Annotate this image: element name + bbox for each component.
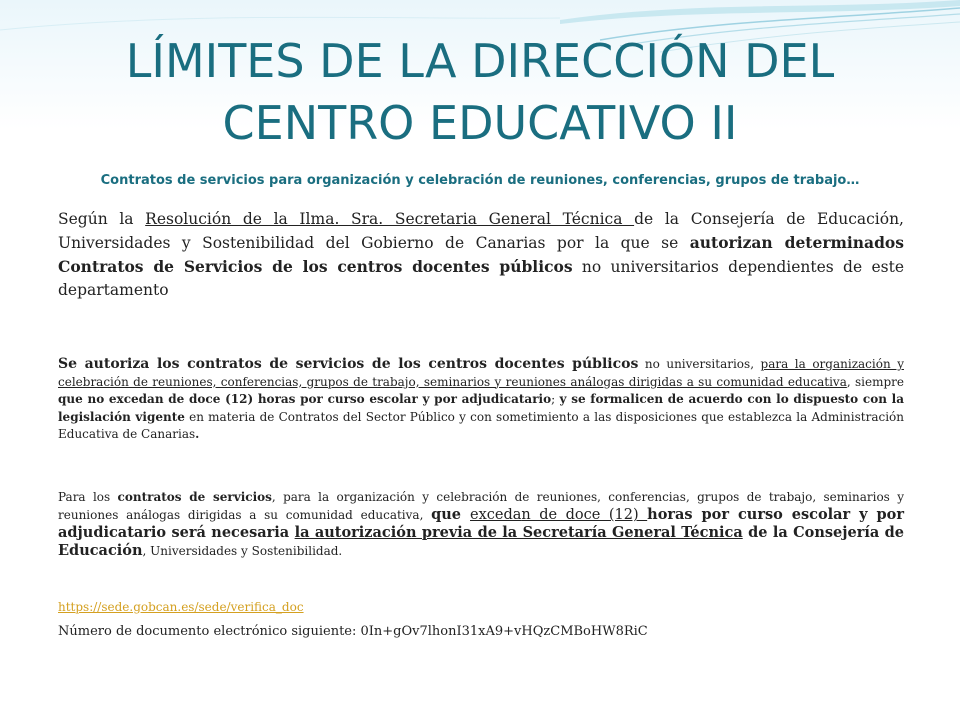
p2-text-4: en materia de Contratos del Sector Público y con sometimiento a las disposiciones que establezca la Administración Educativa de Canarias [58,409,904,441]
p2-text-2: , siempre [846,374,905,389]
slide-title-line-2: CENTRO EDUCATIVO II [222,96,738,150]
p1-bold-authorization: autorizan determinados Contratos de Servicios de los centros docentes públicos [58,233,904,276]
p2-bold-legislation: y se formalicen de acuerdo con lo dispuesto con la legislación vigente [58,392,904,424]
p3-bold-authorization: la autorización previa de la Secretaría General Técnica [294,524,743,541]
paragraph-resolution [58,208,904,302]
p3-underlined-exceed: exceda [470,507,522,523]
p3-text-3: , Universidades y Sostenibilidad. [142,544,343,558]
p3-bold-que: que [431,506,470,523]
paragraph-authorization [58,356,904,444]
p2-text-3: ; [551,392,560,406]
slide-subtitle: Contratos de servicios para organización y celebración de reuniones, conferencias, grupos de trabajo… [100,173,860,188]
p1-text-3: no universitarios dependientes de este departamento [58,258,904,299]
p2-text-1: no universitarios, [638,357,761,371]
p2-underlined-purpose: para la organización y celebración de reuniones, conferencias, grupos de trabajo, seminarios y reuniones análogas dirigidas a su comunidad educativa [58,357,904,389]
p1-resolution-underlined: Resolución de la Ilma. Sra. Secretaria General Técnica [145,210,635,228]
paragraph-exceeding [58,488,904,560]
p1-text-2: de la Consejería de Educación, Universidades y Sostenibilidad del Gobierno de Canarias por la que se [58,210,904,252]
p2-bold-lead: Se autoriza los contratos de servicios de los centros docentes públicos [58,356,639,372]
p2-period: . [195,427,200,441]
p1-text-1: Según la [58,210,146,228]
p3-bold-hours: horas por curso escolar y por adjudicatario será necesaria [58,506,904,541]
p3-text-1: Para los [58,490,118,504]
p3-bold-contracts: contratos de servicios [117,490,272,504]
slide-title-line-1: LÍMITES DE LA DIRECCIÓN DEL [125,34,835,88]
p3-text-2: , para la organización y celebración de reuniones, conferencias, grupos de trabajo, seminarios y reuniones análogas dirigidas a su comunidad educativa, [58,490,904,522]
document-number: Número de documento electrónico siguiente: 0In+gOv7lhonI31xA9+vHQzCMBoHW8RiC [58,624,648,639]
p3-bold-consejeria: de la Consejería de Educación [58,524,904,559]
p3-underlined-twelve: n de doce (12) [521,507,648,523]
slide-title [40,30,920,154]
verification-link[interactable]: https://sede.gobcan.es/sede/verifica_doc [58,600,304,614]
p2-bold-hours-limit: que no excedan de doce (12) horas por curso escolar y por adjudicatario [58,392,552,406]
